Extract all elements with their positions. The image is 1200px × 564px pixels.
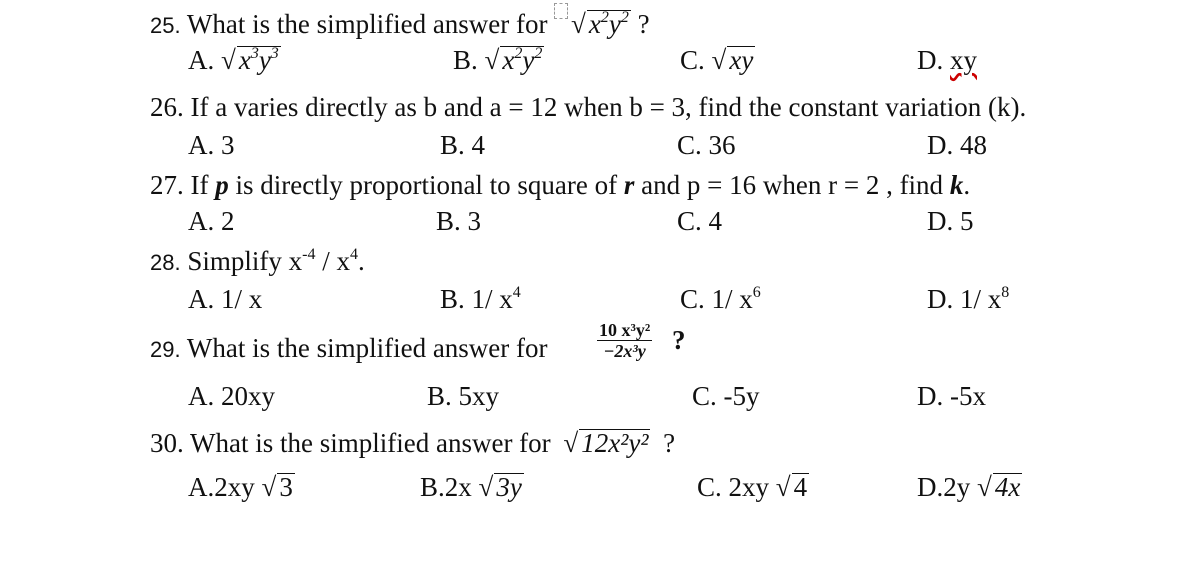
fraction-numerator: 10 x³y²: [599, 320, 651, 340]
question-30: 30. What is the simplified answer for √ 12x²y² ?: [150, 428, 676, 458]
option-27b: B. 3: [436, 206, 482, 236]
option-29b: B. 5xy: [427, 381, 500, 411]
option-29a: A. 20xy: [188, 381, 275, 411]
option-28a: A. 1/ x: [188, 284, 263, 314]
option-27c: C. 4: [677, 206, 723, 236]
question-29: 29. What is the simplified answer for: [150, 333, 548, 363]
option-28d: D. 1/ $x^8$: [927, 284, 1010, 314]
option-30a: A.2xy √ 3: [188, 472, 293, 502]
placeholder-box: [554, 3, 568, 19]
question-text: What is the simplified answer for: [186, 9, 548, 39]
question-number: 25.: [150, 13, 181, 38]
option-26d: D. 48: [927, 130, 987, 160]
option-29d: D. -5x: [917, 381, 986, 411]
option-30b: B.2x √ 3y: [420, 472, 522, 502]
option-25a: A. √ $x^3y^3$: [188, 45, 279, 75]
option-30d: D.2y √ 4x: [917, 472, 1021, 502]
option-25d: D. xy: [917, 45, 977, 75]
option-27d: D. 5: [927, 206, 974, 236]
fraction-denominator: −2x³y: [603, 341, 646, 361]
radical-expression: √ 12x²y²: [563, 428, 649, 458]
fraction-expression: [597, 320, 652, 361]
option-28c: C. 1/ $x^6$: [680, 284, 761, 314]
question-mark: ?: [637, 9, 650, 39]
option-29c: C. -5y: [692, 381, 760, 411]
option-26b: B. 4: [440, 130, 486, 160]
option-25c: C. √ xy: [680, 45, 754, 75]
question-27: 27. If p is directly proportional to square of r and p = 16 when r = 2 , find k.: [150, 170, 971, 200]
option-28b: B. 1/ $x^4$: [440, 284, 521, 314]
option-25b: B. √ $x^2y^2$: [453, 45, 543, 75]
question-28: 28. Simplify $x^{-4} / x^4$.: [150, 246, 365, 276]
question-26: 26. If a varies directly as b and a = 12 when b = 3, find the constant variation (k).: [150, 92, 1027, 122]
option-30c: C. 2xy √ 4: [697, 472, 808, 502]
question-25: [150, 3, 650, 41]
option-27a: A. 2: [188, 206, 235, 236]
question-mark: ?: [672, 325, 686, 355]
option-26a: A. 3: [188, 130, 235, 160]
radical-expression: √ $x^2y^2$: [571, 9, 629, 39]
option-26c: C. 36: [677, 130, 736, 160]
